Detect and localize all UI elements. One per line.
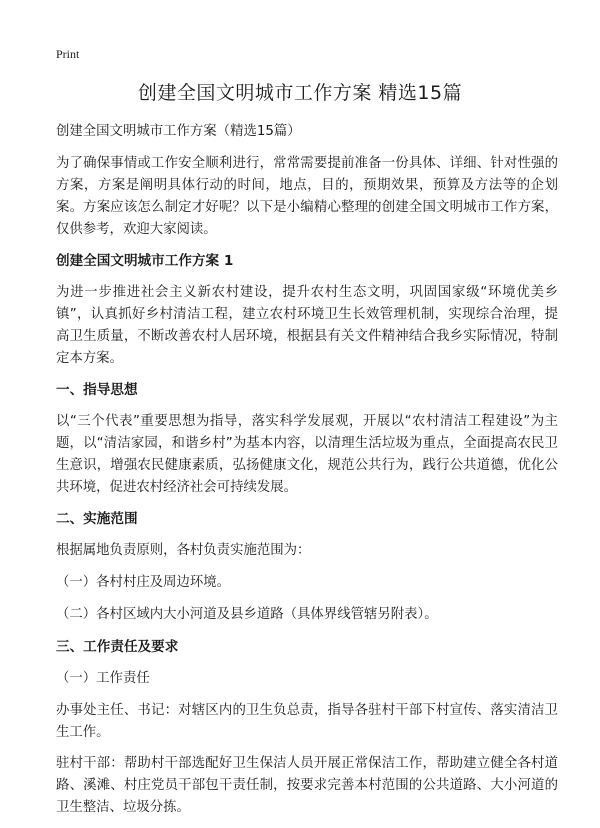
document-subtitle: 创建全国文明城市工作方案（精选15篇）: [56, 124, 301, 139]
scope-paragraph: 根据属地负责原则，各村负责实施范围为：: [56, 543, 311, 558]
section-title: 创建全国文明城市工作方案 1: [56, 253, 234, 269]
scope-item-2: （二）各村区域内大小河道及县乡道路（具体界线管辖另附表）。: [56, 607, 438, 622]
scope-item-1: （一）各村村庄及周边环境。: [56, 575, 231, 590]
intro-paragraph: 为了确保事情或工作安全顺利进行，常常需要提前准备一份具体、详细、针对性强的方案，方案是阐明具体行动的时间，地点，目的，预期效果，预算及方法等的企划案。方案应该怎么制定才好呢？以下是小编精心整理的创建全国文明城市工作方案，仅供参考，欢迎大家阅读。: [56, 156, 558, 237]
responsibility-paragraph-2: 驻村干部：帮助村干部选配好卫生保洁人员开展正常保洁工作，帮助建立健全各村道路、溪滩、村庄党员干部包干责任制，按要求完善本村范围的公共道路、大小河道的卫生整洁、垃圾分拣。: [56, 756, 558, 815]
document-body: [56, 121, 558, 828]
heading-responsibilities: 三、工作责任及要求: [56, 639, 179, 655]
heading-scope: 二、实施范围: [56, 511, 138, 527]
heading-guiding-ideology: 一、指导思想: [56, 382, 138, 398]
print-label[interactable]: Print: [56, 47, 80, 61]
responsibility-paragraph-1: 办事处主任、书记：对辖区内的卫生负总责，指导各驻村干部下村宣传、落实清洁卫生工作。: [56, 703, 558, 740]
section-intro-paragraph: 为进一步推进社会主义新农村建设，提升农村生态文明，巩固国家级“环境优美乡镇”，认真抓好乡村清洁工程，建立农村环境卫生长效管理机制，实现综合治理，提高卫生质量，不断改善农村人居环境，根据县有关文件精神结合我乡实际情况，特制定本方案。: [56, 285, 558, 366]
guiding-ideology-paragraph: 以“三个代表”重要思想为指导，落实科学发展观，开展以“农村清洁工程建设”为主题，以“清洁家园，和谐乡村”为基本内容，以清理生活垃圾为重点，全面提高农民卫生意识，增强农民健康素质，弘扬健康文化，规范公共行为，践行公共道德，优化公共环境，促进农村经济社会可持续发展。: [56, 414, 558, 495]
responsibility-subheading: （一）工作责任: [56, 671, 150, 686]
document-title: 创建全国文明城市工作方案 精选15篇: [137, 82, 463, 104]
